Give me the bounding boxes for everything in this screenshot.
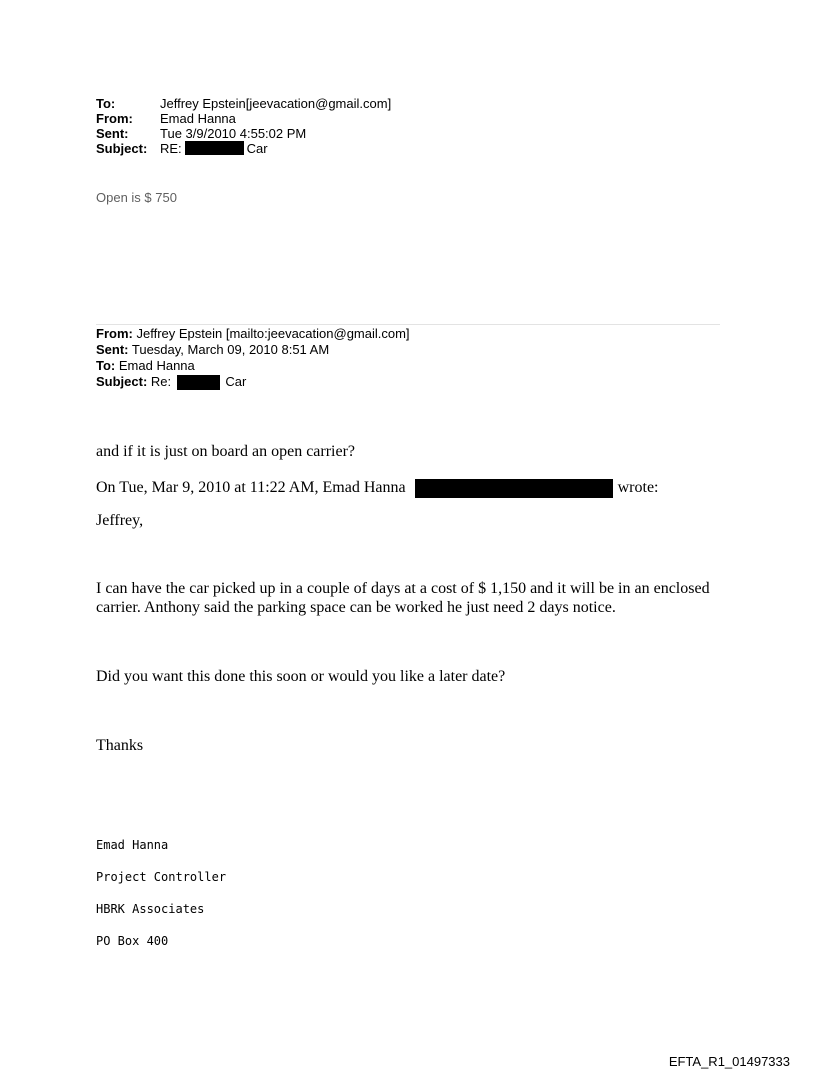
quote-intro-line [96, 478, 658, 498]
forwarded-subject-row [96, 374, 410, 390]
forwarded-subject-suffix: Car [225, 374, 247, 389]
redaction-box [415, 479, 613, 498]
forwarded-to-label: To: [96, 358, 116, 373]
header-to-row [96, 96, 391, 111]
quote-intro: On Tue, Mar 9, 2010 at 11:22 AM, Emad Hanna [96, 479, 406, 496]
forwarded-to-row [96, 358, 410, 374]
redaction-box [185, 141, 244, 155]
signature-name: Emad Hanna [96, 838, 169, 852]
sent-value: Tue 3/9/2010 4:55:02 PM [160, 126, 307, 141]
sent-label: Sent: [96, 126, 129, 141]
signature-company: HBRK Associates [96, 902, 205, 916]
forwarded-header [96, 326, 410, 390]
divider [96, 324, 720, 325]
subject-suffix: Car [246, 141, 268, 156]
from-label: From: [96, 111, 133, 126]
forwarded-to-value: Emad Hanna [118, 358, 195, 373]
signature-address: PO Box 400 [96, 934, 169, 948]
closing: Thanks [96, 737, 144, 754]
from-value: Emad Hanna [160, 111, 236, 126]
to-value: Jeffrey Epstein[jeevacation@gmail.com] [160, 96, 392, 111]
to-label: To: [96, 96, 116, 111]
greeting: Jeffrey, [96, 512, 144, 529]
paragraph-line: carrier. Anthony said the parking space can be worked he just need 2 days notice. [96, 599, 616, 616]
document-id: EFTA_R1_01497333 [668, 1054, 790, 1069]
reply-text: Open is $ 750 [96, 190, 177, 205]
forwarded-sent-row [96, 342, 410, 358]
paragraph-line: I can have the car picked up in a couple of days at a cost of $ 1,150 and it will be in an enclosed [96, 580, 710, 597]
forwarded-subject-prefix: Re: [150, 374, 172, 389]
forwarded-from-value: Jeffrey Epstein [mailto:jeevacation@gmail.com] [136, 326, 410, 341]
subject-label: Subject: [96, 141, 148, 156]
email-header [96, 96, 391, 156]
question-line: and if it is just on board an open carrier? [96, 443, 356, 460]
signature-title: Project Controller [96, 870, 227, 884]
forwarded-sent-value: Tuesday, March 09, 2010 8:51 AM [131, 342, 330, 357]
header-from-row [96, 111, 391, 126]
redaction-box [177, 375, 220, 390]
header-sent-row [96, 126, 391, 141]
forwarded-from-row [96, 326, 410, 342]
forwarded-subject-label: Subject: [96, 374, 148, 389]
quote-wrote: wrote: [617, 479, 659, 496]
forwarded-from-label: From: [96, 326, 133, 341]
subject-prefix: RE: [160, 141, 182, 156]
paragraph-line: Did you want this done this soon or would you like a later date? [96, 668, 506, 685]
header-subject-row [96, 141, 391, 156]
forwarded-sent-label: Sent: [96, 342, 129, 357]
